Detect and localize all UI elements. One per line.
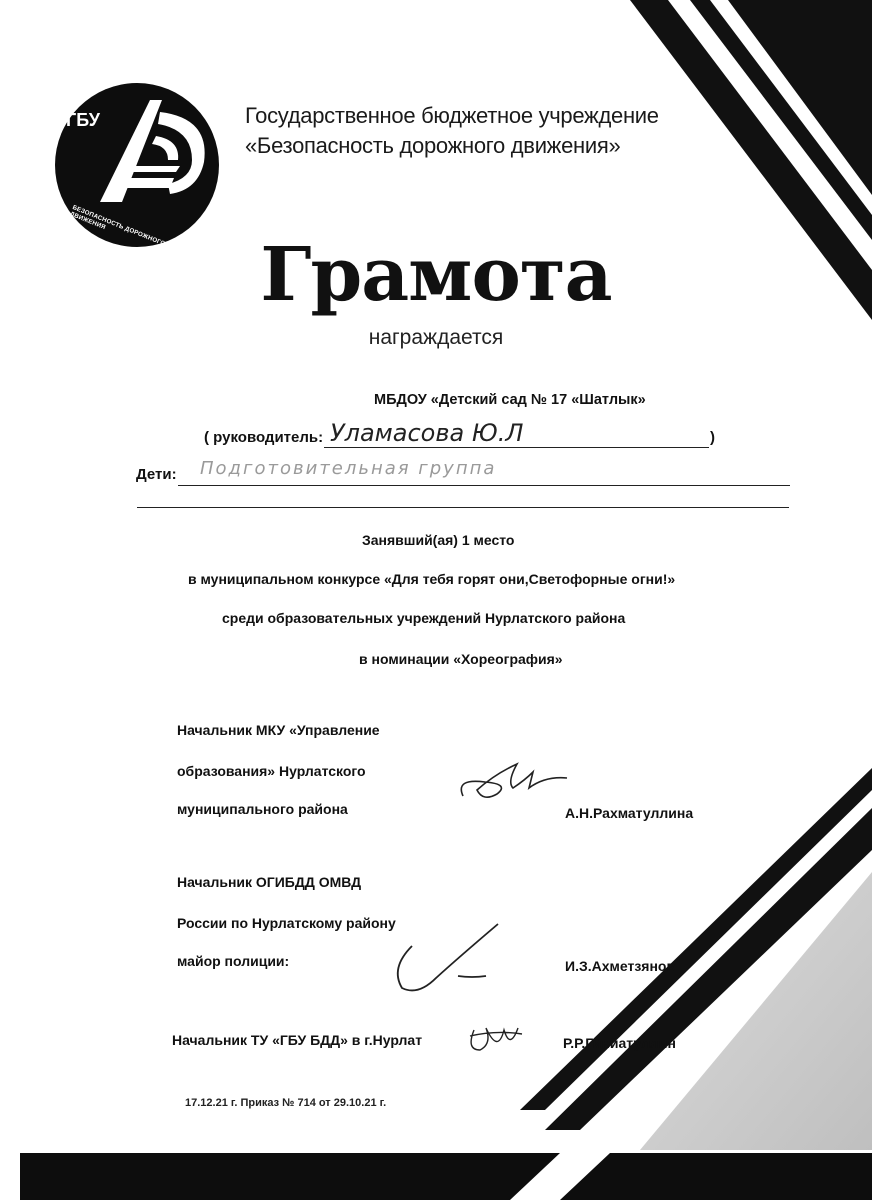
signatory-3-name: Р.Р.Гиниатуллин xyxy=(563,1035,676,1051)
org-line-2: «Безопасность дорожного движения» xyxy=(245,133,621,158)
signatory-1-title-2: образования» Нурлатского xyxy=(177,763,366,779)
signatory-1-title-1: Начальник МКУ «Управление xyxy=(177,722,380,738)
children-underline-2 xyxy=(137,507,789,508)
page-title: Грамота xyxy=(260,232,612,318)
signature-1 xyxy=(455,758,575,808)
signatory-2-title-1: Начальник ОГИБДД ОМВД xyxy=(177,874,362,890)
subtitle: награждается xyxy=(368,326,504,349)
signatory-2-title-3: майор полиции: xyxy=(177,953,290,969)
org-line-1: Государственное бюджетное учреждение xyxy=(245,103,659,128)
leader-value: Уламасова Ю.Л xyxy=(330,419,524,447)
signatory-3-title-1: Начальник ТУ «ГБУ БДД» в г.Нурлат xyxy=(172,1032,423,1048)
children-label: Дети: xyxy=(136,466,177,483)
children-underline xyxy=(178,485,790,486)
signatory-1-name: А.Н.Рахматуллина xyxy=(565,805,694,821)
leader-label: ( руководитель: xyxy=(204,429,324,446)
stripe-top-3 xyxy=(728,0,872,195)
logo-ring-text: БЕЗОПАСНОСТЬ ДОРОЖНОГО ДВИЖЕНИЯ xyxy=(68,204,167,248)
signatory-2-title-2: России по Нурлатскому району xyxy=(177,915,396,931)
logo-emblem xyxy=(52,80,222,250)
among: среди образовательных учреждений Нурлатского района xyxy=(222,610,626,626)
footer-order: 17.12.21 г. Приказ № 714 от 29.10.21 г. xyxy=(185,1097,387,1109)
nomination: в номинации «Хореография» xyxy=(359,651,563,667)
signatory-1-title-3: муниципального района xyxy=(177,801,348,817)
stripe-bottom-band xyxy=(20,1153,872,1200)
leader-underline xyxy=(324,447,709,448)
logo xyxy=(52,80,222,250)
leader-close: ) xyxy=(710,429,715,446)
award: Занявший(ая) 1 место xyxy=(362,532,515,548)
recipient: МБДОУ «Детский сад № 17 «Шатлык» xyxy=(374,392,646,408)
children-value: Подготовительная группа xyxy=(200,458,497,479)
signatory-2-name: И.З.Ахметзянов xyxy=(565,958,676,974)
contest: в муниципальном конкурсе «Для тебя горят они,Светофорные огни!» xyxy=(188,571,676,587)
signature-2 xyxy=(388,918,518,998)
signature-3 xyxy=(460,1010,530,1060)
logo-abbr: ГБУ xyxy=(66,110,100,130)
